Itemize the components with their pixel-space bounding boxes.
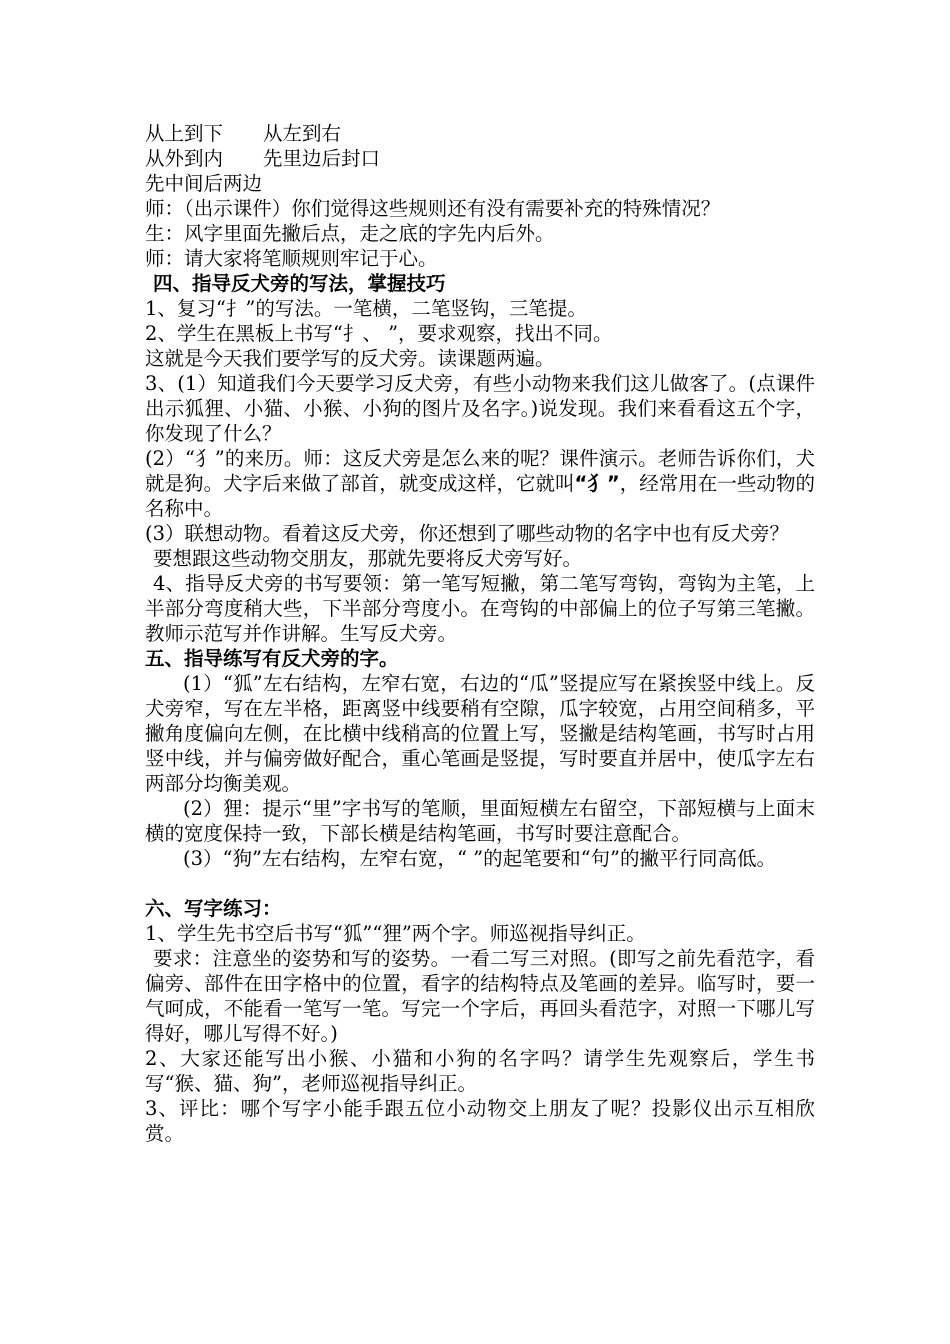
stroke-rule-line-3: 先中间后两边 [145, 172, 263, 195]
teacher-remark: 师：请大家将笔顺规则牢记于心。 [145, 247, 438, 270]
blank-line [145, 871, 815, 896]
char-li-guide: (2）狸：提示“里”字书写的笔顺，里面短横左右留空，下部短横与上面末横的宽度保持一致，下部长横是结构笔画，书写时要注意配合。 [145, 797, 815, 845]
practice-2: 2、大家还能写出小猴、小猫和小狗的名字吗？请学生先观察后，学生书写“猴、猫、狗”，老师巡视指导纠正。 [145, 1047, 815, 1095]
teacher-question: 师：（出示课件）你们觉得这些规则还有没有需要补充的特殊情况？ [145, 197, 721, 220]
step-1: 1、复习“扌”的写法。一笔横，二笔竖钩，三笔提。 [145, 297, 587, 320]
stroke-rule-line-2 [145, 146, 815, 171]
practice-3: 3、评比：哪个写字小能手跟五位小动物交上朋友了呢？投影仪出示互相欣赏。 [145, 1097, 815, 1145]
section-heading-4: 四、指导反犬旁的写法，掌握技巧 [153, 272, 446, 295]
step-3-3: (3）联想动物。看着这反犬旁，你还想到了哪些动物的名字中也有反犬旁？ [145, 522, 790, 545]
rule-inside-then-close: 先里边后封口 [263, 147, 381, 170]
rule-top-bottom: 从上到下 [145, 122, 224, 145]
step-3-1: 3、(1）知道我们今天要学习反犬旁，有些小动物来我们这儿做客了。(点课件出示狐狸、小猫、小猴、小狗的图片及名字。)说发现。我们来看看这五个字，你发现了什么？ [145, 372, 815, 445]
step-3-4: 要想跟这些动物交朋友，那就先要将反犬旁写好。 [153, 547, 583, 570]
stroke-rule-line-1 [145, 121, 815, 146]
document-page [145, 121, 815, 1146]
practice-1: 1、学生先书空后书写“狐”“狸”两个字。师巡视指导纠正。 [145, 922, 646, 945]
practice-requirements: 要求：注意坐的姿势和写的姿势。一看二写三对照。(即写之前先看范字，看偏旁、部件在田字格中的位置，看字的结构特点及笔画的差异。临写时，要一气呵成，不能看一笔写一笔。写完一个字后，再回头看范字，对照一下哪儿写得好，哪儿写得不好。) [145, 947, 815, 1045]
step-2-note: 这就是今天我们要学写的反犬旁。读课题两遍。 [145, 347, 555, 370]
step-3-2-text-a: (2）“犭”的来历。师：这反犬旁是怎么来的呢？课件演示。老师告诉你们，犬就是狗。犬字后来做了部首，就变成这样，它就叫 [145, 447, 815, 495]
rule-left-right: 从左到右 [263, 122, 342, 145]
step-4: 4、指导反犬旁的书写要领：第一笔写短撇，第二笔写弯钩，弯钩为主笔，上半部分弯度稍大些，下半部分弯度小。在弯钩的中部偏上的位子写第三笔撇。教师示范写并作讲解。生写反犬旁。 [145, 572, 815, 645]
step-3-2 [145, 446, 815, 521]
char-hu-guide: (1）“狐”左右结构，左窄右宽，右边的“瓜”竖提应写在紧挨竖中线上。反犬旁窄，写在左半格，距离竖中线要稍有空隙，瓜字较宽，占用空间稍多，平撇角度偏向左侧，在比横中线稍高的位置上写，竖撇是结构笔画，书写时占用竖中线，并与偏旁做好配合，重心笔画是竖提，写时要直并居中，使瓜字左右两部分均衡美观。 [145, 672, 815, 795]
student-answer: 生：风字里面先撇后点，走之底的字先内后外。 [145, 222, 555, 245]
radical-quote: “犭” [574, 472, 620, 495]
section-heading-6: 六、写字练习： [145, 897, 282, 920]
section-heading-5: 五、指导练写有反犬旁的字。 [145, 647, 399, 670]
rule-outside-inside: 从外到内 [145, 147, 224, 170]
step-3-2-text-b: ，经常用在一些动物的名称中。 [145, 472, 815, 520]
step-2: 2、学生在黑板上书写“扌、 ”，要求观察，找出不同。 [145, 322, 613, 345]
char-gou-guide: (3）“狗”左右结构，左窄右宽，“ ”的起笔要和“句”的撇平行同高低。 [183, 847, 777, 870]
